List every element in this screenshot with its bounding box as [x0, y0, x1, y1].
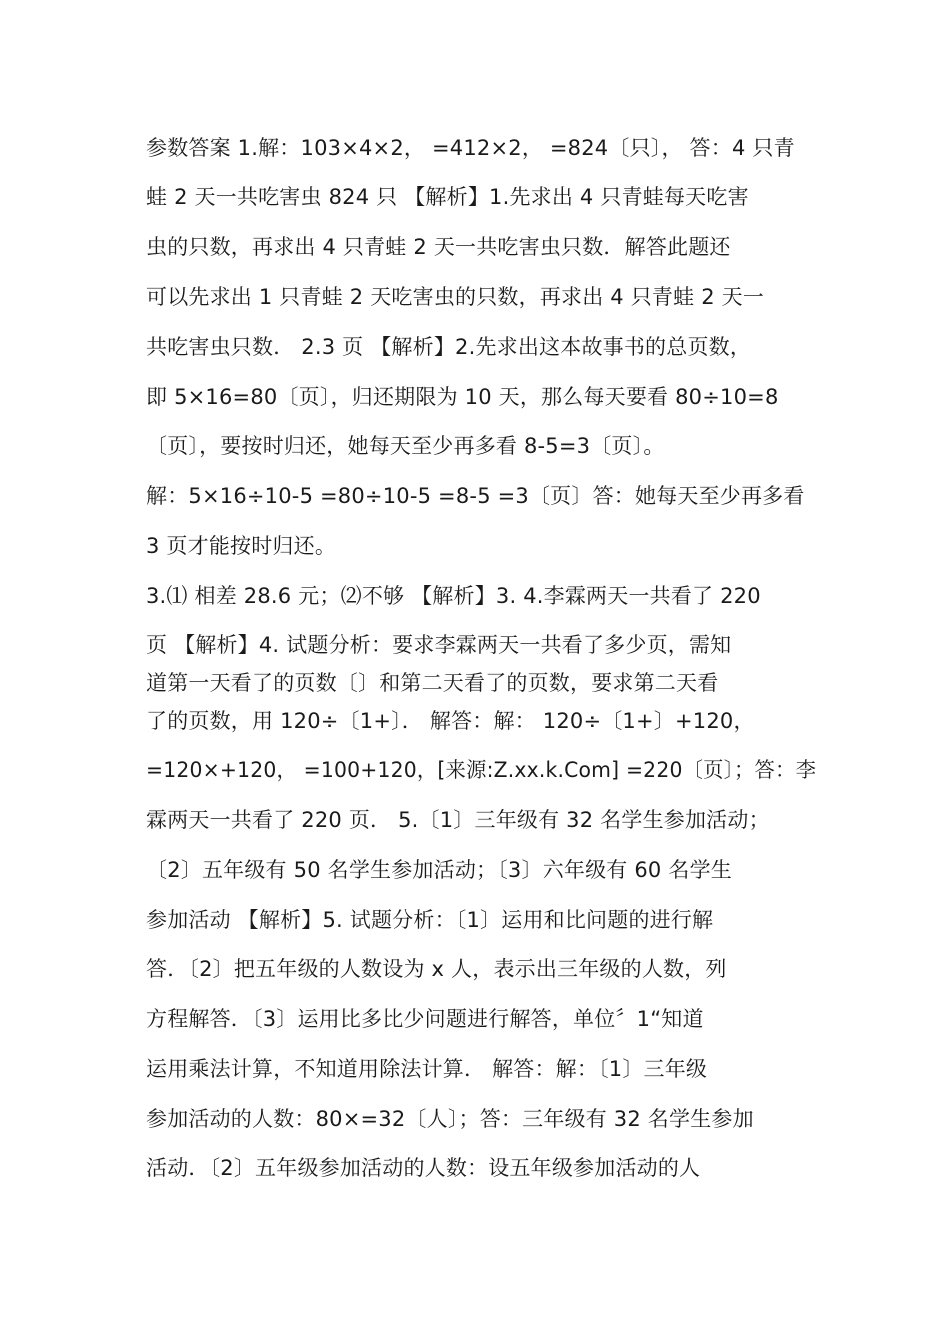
text-line: 参数答案 1.解：103×4×2， =412×2， =824〔只〕， 答：4 只青 [146, 136, 795, 160]
text-line: 3 页才能按时归还。 [146, 534, 337, 558]
text-line: =120×+120， =100+120，[来源:Z.xx.k.Com] =220〔页〕；答：李 [146, 758, 817, 782]
text-line: 蛙 2 天一共吃害虫 824 只 【解析】1.先求出 4 只青蛙每天吃害 [146, 185, 749, 209]
text-line: 虫的只数，再求出 4 只青蛙 2 天一共吃害虫只数．解答此题还 [146, 235, 731, 259]
text-line: 方程解答．〔3〕运用比多比少问题进行解答，单位〞1“知道 [146, 1007, 704, 1031]
text-line: 〔页〕，要按时归还，她每天至少再多看 8-5=3〔页〕。 [146, 434, 665, 458]
text-line: 道第一天看了的页数〔〕和第二天看了的页数，要求第二天看 [146, 671, 719, 695]
text-line: 活动．〔2〕五年级参加活动的人数：设五年级参加活动的人 [146, 1156, 701, 1180]
text-line: 〔2〕五年级有 50 名学生参加活动；〔3〕六年级有 60 名学生 [146, 858, 732, 882]
text-line: 可以先求出 1 只青蛙 2 天吃害虫的只数，再求出 4 只青蛙 2 天一 [146, 285, 765, 309]
text-line: 参加活动 【解析】5. 试题分析：〔1〕运用和比问题的进行解 [146, 908, 714, 932]
text-line: 霖两天一共看了 220 页． 5.〔1〕三年级有 32 名学生参加活动； [146, 808, 770, 832]
text-line: 了的页数，用 120÷〔1+〕． 解答：解： 120÷〔1+〕+120， [146, 709, 755, 733]
text-line: 即 5×16=80〔页〕，归还期限为 10 天，那么每天要看 80÷10=8 [146, 385, 779, 409]
text-line: 解：5×16÷10-5 =80÷10-5 =8-5 =3〔页〕答：她每天至少再多看 [146, 484, 805, 508]
text-line: 答．〔2〕把五年级的人数设为 x 人，表示出三年级的人数，列 [146, 957, 727, 981]
text-line: 共吃害虫只数． 2.3 页 【解析】2.先求出这本故事书的总页数， [146, 335, 752, 359]
text-line: 运用乘法计算，不知道用除法计算． 解答：解：〔1〕三年级 [146, 1057, 708, 1081]
text-line: 参加活动的人数：80×=32〔人〕；答：三年级有 32 名学生参加 [146, 1107, 754, 1131]
text-line: 页 【解析】4. 试题分析：要求李霖两天一共看了多少页，需知 [146, 633, 732, 657]
text-line: 3.⑴ 相差 28.6 元；⑵不够 【解析】3. 4.李霖两天一共看了 220 [146, 584, 761, 608]
